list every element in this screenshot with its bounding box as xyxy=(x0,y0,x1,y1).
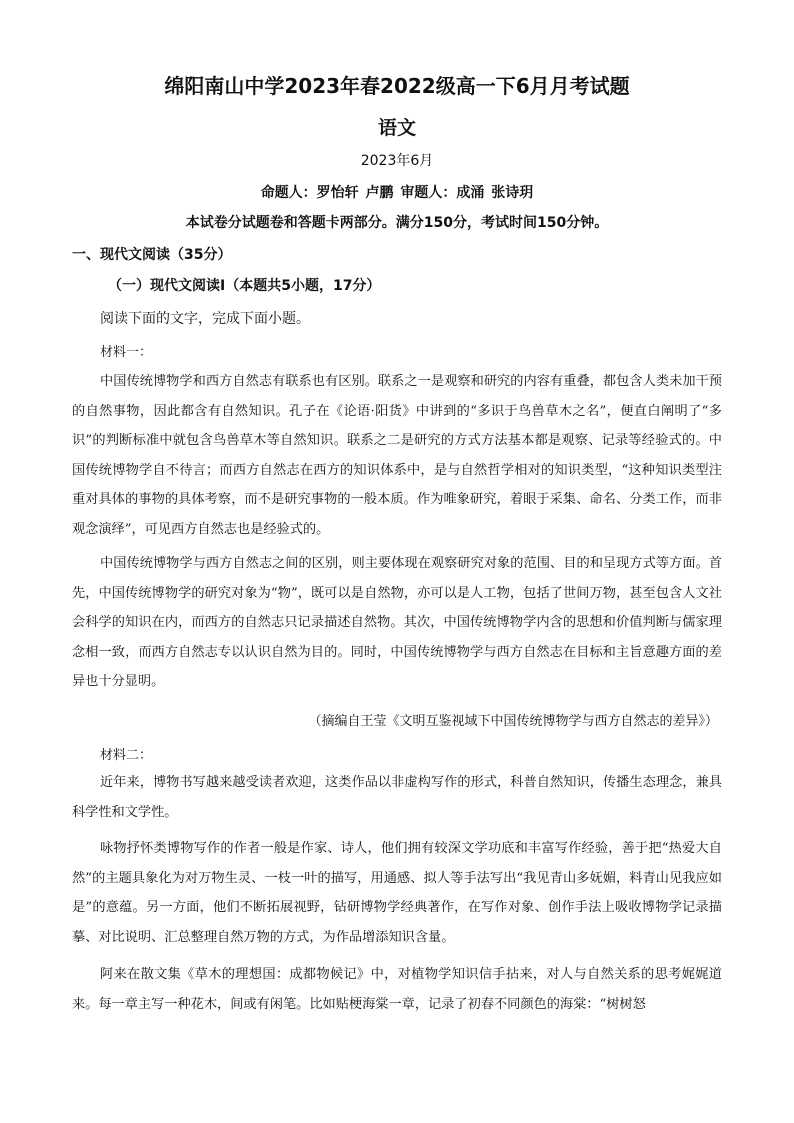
instruction: 阅读下面的文字，完成下面小题。 xyxy=(100,311,310,327)
exam-date: 2023年6月 xyxy=(360,153,434,169)
subsection-heading: （一）现代文阅读Ⅰ（本题共5小题，17分） xyxy=(108,278,381,294)
material2-paragraph: 阿来在散文集《草木的理想国：成都物候记》中，对植物学知识信手拈来，对人与自然关系的思考娓娓道来。每一章主写一种花木，间或有闲笔。比如贴梗海棠一章，记录了初春不同颜色的海棠：“树树怒 xyxy=(72,967,722,1012)
exam-note: 本试卷分试题卷和答题卡两部分。满分150分，考试时间150分钟。 xyxy=(185,215,609,231)
subject-title: 语文 xyxy=(377,117,416,139)
material1-source: （摘编自王莹《文明互鉴视域下中国传统博物学与西方自然志的差异》） xyxy=(308,714,718,729)
section-heading: 一、现代文阅读（35分） xyxy=(72,247,232,263)
authors-line: 命题人：罗怡轩 卢鹏 审题人：成涌 张诗玥 xyxy=(260,185,534,201)
material2-paragraph: 近年来，博物书写越来越受读者欢迎，这类作品以非虚构写作的形式，科普自然知识，传播生态理念，兼具科学性和文学性。 xyxy=(72,775,722,820)
material1-label: 材料一： xyxy=(100,345,153,360)
material2-paragraph: 咏物抒怀类博物写作的作者一般是作家、诗人，他们拥有较深文学功底和丰富写作经验，善于把“热爱大自然”的主题具象化为对万物生灵、一枝一叶的描写，用通感、拟人等手法写出“我见青山多妩媚，料青山见我应如是”的意蕴。另一方面，他们不断拓展视野，钻研博物学经典著作，在写作对象、创作手法上吸收博物学记录描摹、对比说明、汇总整理自然万物的方式，为作品增添知识含量。 xyxy=(72,841,722,945)
exam-title: 绵阳南山中学2023年春2022级高一下6月月考试题 xyxy=(164,74,630,98)
material1-paragraph: 中国传统博物学与西方自然志之间的区别，则主要体现在观察研究对象的范围、目的和呈现方式等方面。首先，中国传统博物学的研究对象为“物”，既可以是自然物，亦可以是人工物，包括了世间万物，甚至包含人文社会科学的知识在内，而西方的自然志只记录描述自然物。其次，中国传统博物学内含的思想和价值判断与儒家理念相一致，而西方自然志专以认识自然为目的。同时，中国传统博物学与西方自然志在目标和主旨意趣方面的差异也十分显明。 xyxy=(72,556,722,689)
material1-paragraph: 中国传统博物学和西方自然志有联系也有区别。联系之一是观察和研究的内容有重叠，都包含人类未加干预的自然事物，因此都含有自然知识。孔子在《论语·阳货》中讲到的“多识于鸟兽草木之名”，便直白阐明了“多识”的判断标准中就包含鸟兽草木等自然知识。联系之二是研究的方式方法基本都是观察、记录等经验式的。中国传统博物学自不待言；而西方自然志在西方的知识体系中，是与自然哲学相对的知识类型，“这种知识类型注重对具体的事物的具体考察，而不是研究事物的一般本质。作为唯象研究，着眼于采集、命名、分类工作，而非观念演绎”，可见西方自然志也是经验式的。 xyxy=(72,374,722,537)
material2-label: 材料二： xyxy=(100,748,153,763)
